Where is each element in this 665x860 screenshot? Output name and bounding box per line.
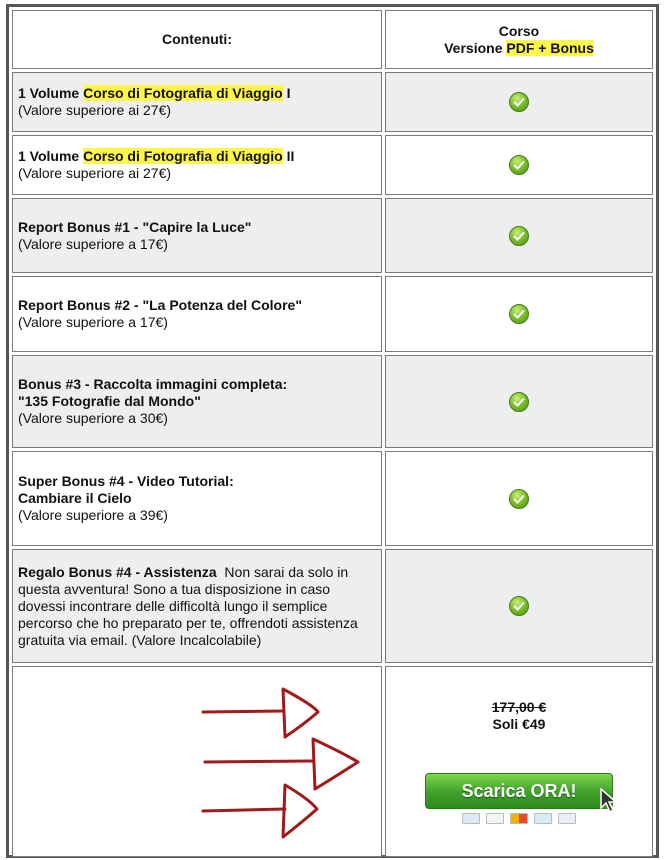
row-note: (Valore superiore ai 27€) [18,165,172,181]
row-note: (Valore superiore a 39€) [18,507,168,523]
table-row [12,198,653,273]
row-description: Non sarai da solo in questa avventura! Sono a tua disposizione in caso dovessi incontrare delle difficoltà lungo il semplice percorso che ho preparato per te, offrendoti assistenza gratuita via email. (Valore Incalcolabile) [18,563,362,648]
row-title [18,148,376,165]
row-content [12,549,382,663]
row-title-prefix: 1 Volume [18,148,84,164]
row-title-line1: Bonus #3 - Raccolta immagini completa: [18,376,288,392]
row-title-line2: "135 Fotografie dal Mondo" [18,393,201,409]
offer-table-frame [6,4,659,858]
row-check-cell [385,355,653,448]
table-header-row [12,10,653,69]
row-check-cell [385,72,653,132]
check-icon [509,596,529,616]
row-check-cell [385,135,653,195]
row-note: (Valore superiore ai 27€) [18,102,172,118]
card-icon [486,813,504,824]
row-title: Report Bonus #1 - "Capire la Luce" [18,218,252,235]
paypal-icon [558,813,576,824]
check-icon [509,489,529,509]
header-version-line1: Corso [498,22,540,39]
row-title-suffix: II [282,148,295,164]
row-title: Regalo Bonus #4 - Assistenza [18,563,217,580]
red-arrows-icon [13,667,381,852]
check-icon [509,304,529,324]
amex-card-icon [534,813,552,824]
new-price: Soli €49 [492,716,546,732]
row-check-cell [385,451,653,546]
row-check-cell [385,549,653,663]
check-icon [509,226,529,246]
header-version-line2 [391,40,647,57]
row-title-highlight: Corso di Fotografia di Viaggio [83,85,283,101]
row-check-cell [385,198,653,273]
check-icon [509,392,529,412]
table-row [12,355,653,448]
row-content [12,276,382,352]
table-row [12,451,653,546]
row-title [18,85,376,102]
offer-cell [385,666,653,857]
offer-row [12,666,653,857]
check-icon [509,155,529,175]
row-content [12,135,382,195]
header-contents [12,10,382,69]
header-version [385,10,653,69]
row-title-line2: Cambiare il Cielo [18,490,132,506]
cursor-icon [600,788,618,825]
visa-card-icon [462,813,480,824]
header-version-prefix: Versione [444,39,507,56]
check-icon [509,92,529,112]
row-check-cell [385,276,653,352]
row-title-highlight: Corso di Fotografia di Viaggio [83,148,283,164]
download-now-button[interactable] [425,773,613,809]
offer-table [9,7,656,860]
table-row [12,72,653,132]
old-price: 177,00 € [491,699,547,715]
header-version-highlight: PDF + Bonus [506,39,594,56]
table-row [12,276,653,352]
header-contents-label: Contenuti: [162,31,232,47]
mastercard-icon [510,813,528,824]
row-title-line1: Super Bonus #4 - Video Tutorial: [18,473,234,489]
table-row [12,135,653,195]
row-title-suffix: I [282,85,291,101]
row-content [12,198,382,273]
row-content [12,451,382,546]
download-now-label: Scarica ORA! [461,781,577,801]
row-note: (Valore superiore a 17€) [18,314,168,330]
row-content [12,355,382,448]
row-note: (Valore superiore a 17€) [18,235,168,252]
row-content [12,72,382,132]
table-row [12,549,653,663]
row-title: Report Bonus #2 - "La Potenza del Colore" [18,297,302,313]
row-title-prefix: 1 Volume [18,85,84,101]
arrows-cell [12,666,382,857]
row-note: (Valore superiore a 30€) [18,410,168,426]
